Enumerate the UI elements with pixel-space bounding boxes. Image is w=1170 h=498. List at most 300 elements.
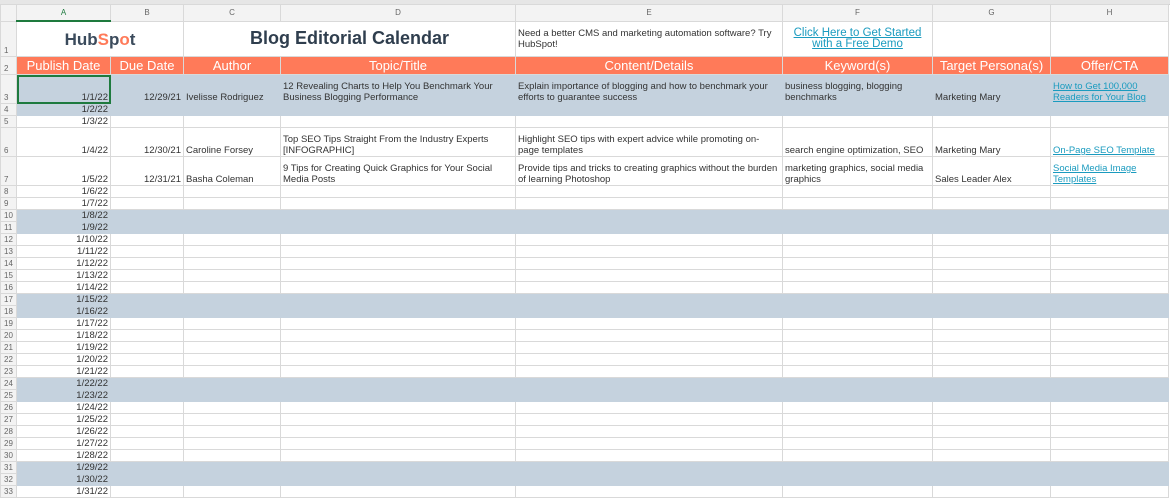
author-cell[interactable]: Ivelisse Rodriguez — [184, 75, 281, 104]
publish-date-cell[interactable]: 1/27/22 — [17, 438, 111, 450]
offer-cell[interactable] — [1051, 246, 1169, 258]
row-header[interactable]: 23 — [1, 366, 17, 378]
publish-date-cell[interactable]: 1/16/22 — [17, 306, 111, 318]
topic-cell[interactable] — [281, 246, 516, 258]
publish-date-cell[interactable]: 1/7/22 — [17, 198, 111, 210]
topic-cell[interactable] — [281, 450, 516, 462]
keywords-cell[interactable] — [783, 116, 933, 128]
offer-cell[interactable] — [1051, 104, 1169, 116]
content-cell[interactable] — [516, 438, 783, 450]
persona-cell[interactable] — [933, 366, 1051, 378]
offer-cell[interactable] — [1051, 378, 1169, 390]
topic-cell[interactable] — [281, 294, 516, 306]
publish-date-cell[interactable]: 1/26/22 — [17, 426, 111, 438]
keywords-cell[interactable] — [783, 486, 933, 498]
due-date-cell[interactable] — [111, 246, 184, 258]
offer-cell[interactable] — [1051, 342, 1169, 354]
persona-cell[interactable]: Sales Leader Alex — [933, 157, 1051, 186]
persona-cell[interactable] — [933, 354, 1051, 366]
author-cell[interactable] — [184, 402, 281, 414]
row-header[interactable]: 12 — [1, 234, 17, 246]
offer-cell[interactable] — [1051, 234, 1169, 246]
due-date-cell[interactable]: 12/31/21 — [111, 157, 184, 186]
offer-cell[interactable] — [1051, 486, 1169, 498]
topic-cell[interactable] — [281, 270, 516, 282]
due-date-cell[interactable] — [111, 186, 184, 198]
heading-content[interactable]: Content/Details — [516, 57, 783, 75]
publish-date-cell[interactable]: 1/28/22 — [17, 450, 111, 462]
content-cell[interactable]: Provide tips and tricks to creating graphics without the burden of learning Photoshop — [516, 157, 783, 186]
content-cell[interactable] — [516, 486, 783, 498]
content-cell[interactable] — [516, 462, 783, 474]
publish-date-cell[interactable]: 1/31/22 — [17, 486, 111, 498]
content-cell[interactable] — [516, 294, 783, 306]
topic-cell[interactable] — [281, 116, 516, 128]
keywords-cell[interactable] — [783, 222, 933, 234]
keywords-cell[interactable] — [783, 426, 933, 438]
author-cell[interactable]: Caroline Forsey — [184, 128, 281, 157]
content-cell[interactable] — [516, 474, 783, 486]
topic-cell[interactable]: 12 Revealing Charts to Help You Benchmark Your Business Blogging Performance — [281, 75, 516, 104]
row-header[interactable]: 1 — [1, 21, 17, 57]
row-header[interactable]: 4 — [1, 104, 17, 116]
persona-cell[interactable] — [933, 258, 1051, 270]
content-cell[interactable] — [516, 210, 783, 222]
persona-cell[interactable] — [933, 198, 1051, 210]
author-cell[interactable] — [184, 282, 281, 294]
content-cell[interactable] — [516, 366, 783, 378]
due-date-cell[interactable] — [111, 104, 184, 116]
due-date-cell[interactable] — [111, 426, 184, 438]
column-header-b[interactable]: B — [111, 5, 184, 22]
due-date-cell[interactable] — [111, 282, 184, 294]
column-header-e[interactable]: E — [516, 5, 783, 22]
due-date-cell[interactable] — [111, 306, 184, 318]
offer-cell[interactable] — [1051, 306, 1169, 318]
due-date-cell[interactable] — [111, 258, 184, 270]
offer-cell[interactable] — [1051, 75, 1169, 104]
content-cell[interactable] — [516, 318, 783, 330]
publish-date-cell[interactable]: 1/25/22 — [17, 414, 111, 426]
persona-cell[interactable] — [933, 426, 1051, 438]
publish-date-cell[interactable]: 1/20/22 — [17, 354, 111, 366]
author-cell[interactable] — [184, 270, 281, 282]
topic-cell[interactable] — [281, 282, 516, 294]
persona-cell[interactable] — [933, 104, 1051, 116]
topic-cell[interactable] — [281, 186, 516, 198]
content-cell[interactable] — [516, 270, 783, 282]
keywords-cell[interactable] — [783, 330, 933, 342]
persona-cell[interactable] — [933, 474, 1051, 486]
author-cell[interactable] — [184, 246, 281, 258]
offer-cell[interactable] — [1051, 157, 1169, 186]
persona-cell[interactable] — [933, 378, 1051, 390]
offer-link[interactable]: How to Get 100,000 Readers for Your Blog — [1053, 81, 1146, 103]
keywords-cell[interactable] — [783, 354, 933, 366]
row-header[interactable]: 19 — [1, 318, 17, 330]
content-cell[interactable] — [516, 186, 783, 198]
topic-cell[interactable] — [281, 104, 516, 116]
offer-link[interactable]: Social Media Image Templates — [1053, 163, 1137, 185]
offer-cell[interactable] — [1051, 330, 1169, 342]
due-date-cell[interactable]: 12/30/21 — [111, 128, 184, 157]
persona-cell[interactable] — [933, 450, 1051, 462]
column-header-h[interactable]: H — [1051, 5, 1169, 22]
publish-date-cell[interactable]: 1/29/22 — [17, 462, 111, 474]
row-header[interactable]: 32 — [1, 474, 17, 486]
row-header[interactable]: 18 — [1, 306, 17, 318]
persona-cell[interactable] — [933, 402, 1051, 414]
author-cell[interactable] — [184, 450, 281, 462]
content-cell[interactable] — [516, 390, 783, 402]
author-cell[interactable] — [184, 486, 281, 498]
offer-cell[interactable] — [1051, 390, 1169, 402]
row-header[interactable]: 6 — [1, 128, 17, 157]
offer-cell[interactable] — [1051, 318, 1169, 330]
row-header[interactable]: 13 — [1, 246, 17, 258]
keywords-cell[interactable] — [783, 186, 933, 198]
publish-date-cell[interactable]: 1/21/22 — [17, 366, 111, 378]
keywords-cell[interactable] — [783, 104, 933, 116]
publish-date-cell[interactable]: 1/9/22 — [17, 222, 111, 234]
publish-date-cell[interactable]: 1/12/22 — [17, 258, 111, 270]
content-cell[interactable] — [516, 306, 783, 318]
column-header-a[interactable]: A — [17, 5, 111, 22]
topic-cell[interactable] — [281, 354, 516, 366]
persona-cell[interactable] — [933, 210, 1051, 222]
topic-cell[interactable] — [281, 306, 516, 318]
keywords-cell[interactable] — [783, 390, 933, 402]
author-cell[interactable] — [184, 318, 281, 330]
offer-cell[interactable] — [1051, 222, 1169, 234]
content-cell[interactable] — [516, 234, 783, 246]
publish-date-cell[interactable]: 1/22/22 — [17, 378, 111, 390]
persona-cell[interactable] — [933, 462, 1051, 474]
keywords-cell[interactable] — [783, 270, 933, 282]
author-cell[interactable] — [184, 330, 281, 342]
row-header[interactable]: 15 — [1, 270, 17, 282]
select-all-corner[interactable] — [1, 5, 17, 22]
content-cell[interactable]: Explain importance of blogging and how to benchmark your efforts to guarantee success — [516, 75, 783, 104]
persona-cell[interactable] — [933, 318, 1051, 330]
offer-cell[interactable] — [1051, 426, 1169, 438]
offer-cell[interactable] — [1051, 450, 1169, 462]
row-header[interactable]: 9 — [1, 198, 17, 210]
keywords-cell[interactable] — [783, 246, 933, 258]
persona-cell[interactable] — [933, 116, 1051, 128]
topic-cell[interactable] — [281, 426, 516, 438]
column-header-c[interactable]: C — [184, 5, 281, 22]
publish-date-cell[interactable]: 1/19/22 — [17, 342, 111, 354]
row-header[interactable]: 17 — [1, 294, 17, 306]
keywords-cell[interactable] — [783, 282, 933, 294]
due-date-cell[interactable] — [111, 414, 184, 426]
due-date-cell[interactable] — [111, 330, 184, 342]
keywords-cell[interactable] — [783, 306, 933, 318]
row-header[interactable]: 3 — [1, 75, 17, 104]
topic-cell[interactable] — [281, 366, 516, 378]
topic-cell[interactable] — [281, 402, 516, 414]
due-date-cell[interactable]: 12/29/21 — [111, 75, 184, 104]
persona-cell[interactable] — [933, 294, 1051, 306]
offer-cell[interactable] — [1051, 294, 1169, 306]
content-cell[interactable] — [516, 282, 783, 294]
due-date-cell[interactable] — [111, 294, 184, 306]
persona-cell[interactable]: Marketing Mary — [933, 75, 1051, 104]
author-cell[interactable] — [184, 116, 281, 128]
author-cell[interactable] — [184, 258, 281, 270]
topic-cell[interactable]: Top SEO Tips Straight From the Industry Experts [INFOGRAPHIC] — [281, 128, 516, 157]
topic-cell[interactable] — [281, 486, 516, 498]
row-header[interactable]: 2 — [1, 57, 17, 75]
content-cell[interactable] — [516, 402, 783, 414]
due-date-cell[interactable] — [111, 222, 184, 234]
publish-date-cell[interactable]: 1/30/22 — [17, 474, 111, 486]
heading-author[interactable]: Author — [184, 57, 281, 75]
publish-date-cell[interactable]: 1/10/22 — [17, 234, 111, 246]
row-header[interactable]: 29 — [1, 438, 17, 450]
keywords-cell[interactable] — [783, 234, 933, 246]
keywords-cell[interactable] — [783, 258, 933, 270]
due-date-cell[interactable] — [111, 116, 184, 128]
content-cell[interactable] — [516, 258, 783, 270]
keywords-cell[interactable] — [783, 450, 933, 462]
author-cell[interactable] — [184, 366, 281, 378]
author-cell[interactable] — [184, 462, 281, 474]
content-cell[interactable]: Highlight SEO tips with expert advice while promoting on-page templates — [516, 128, 783, 157]
row-header[interactable]: 24 — [1, 378, 17, 390]
persona-cell[interactable] — [933, 330, 1051, 342]
persona-cell[interactable] — [933, 234, 1051, 246]
offer-cell[interactable] — [1051, 210, 1169, 222]
due-date-cell[interactable] — [111, 390, 184, 402]
publish-date-cell[interactable]: 1/15/22 — [17, 294, 111, 306]
row-header[interactable]: 14 — [1, 258, 17, 270]
row-header[interactable]: 5 — [1, 116, 17, 128]
row-header[interactable]: 26 — [1, 402, 17, 414]
author-cell[interactable] — [184, 390, 281, 402]
free-demo-link[interactable] — [783, 21, 933, 57]
author-cell[interactable] — [184, 354, 281, 366]
publish-date-cell[interactable]: 1/5/22 — [17, 157, 111, 186]
content-cell[interactable] — [516, 426, 783, 438]
author-cell[interactable] — [184, 198, 281, 210]
persona-cell[interactable] — [933, 306, 1051, 318]
heading-keywords[interactable]: Keyword(s) — [783, 57, 933, 75]
persona-cell[interactable] — [933, 486, 1051, 498]
offer-cell[interactable] — [1051, 402, 1169, 414]
due-date-cell[interactable] — [111, 462, 184, 474]
topic-cell[interactable] — [281, 258, 516, 270]
column-header-f[interactable]: F — [783, 5, 933, 22]
keywords-cell[interactable]: marketing graphics, social media graphics — [783, 157, 933, 186]
topic-cell[interactable] — [281, 462, 516, 474]
offer-cell[interactable] — [1051, 270, 1169, 282]
author-cell[interactable] — [184, 426, 281, 438]
content-cell[interactable] — [516, 246, 783, 258]
topic-cell[interactable] — [281, 342, 516, 354]
offer-cell[interactable] — [1051, 186, 1169, 198]
heading-topic[interactable]: Topic/Title — [281, 57, 516, 75]
keywords-cell[interactable]: business blogging, blogging benchmarks — [783, 75, 933, 104]
column-header-g[interactable]: G — [933, 5, 1051, 22]
author-cell[interactable] — [184, 210, 281, 222]
row-header[interactable]: 7 — [1, 157, 17, 186]
due-date-cell[interactable] — [111, 486, 184, 498]
offer-cell[interactable] — [1051, 116, 1169, 128]
content-cell[interactable] — [516, 116, 783, 128]
keywords-cell[interactable] — [783, 402, 933, 414]
offer-cell[interactable] — [1051, 128, 1169, 157]
due-date-cell[interactable] — [111, 438, 184, 450]
publish-date-cell[interactable]: 1/23/22 — [17, 390, 111, 402]
spreadsheet-grid[interactable] — [0, 4, 1169, 498]
topic-cell[interactable] — [281, 474, 516, 486]
publish-date-cell[interactable]: 1/3/22 — [17, 116, 111, 128]
due-date-cell[interactable] — [111, 342, 184, 354]
publish-date-cell[interactable]: 1/4/22 — [17, 128, 111, 157]
content-cell[interactable] — [516, 330, 783, 342]
persona-cell[interactable] — [933, 342, 1051, 354]
offer-cell[interactable] — [1051, 438, 1169, 450]
row-header[interactable]: 21 — [1, 342, 17, 354]
topic-cell[interactable] — [281, 198, 516, 210]
content-cell[interactable] — [516, 222, 783, 234]
content-cell[interactable] — [516, 378, 783, 390]
row-header[interactable]: 27 — [1, 414, 17, 426]
topic-cell[interactable] — [281, 234, 516, 246]
publish-date-cell[interactable]: 1/11/22 — [17, 246, 111, 258]
free-demo-link-text[interactable]: Click Here to Get Started with a Free Demo — [793, 26, 922, 50]
publish-date-cell[interactable]: 1/13/22 — [17, 270, 111, 282]
offer-cell[interactable] — [1051, 414, 1169, 426]
keywords-cell[interactable] — [783, 462, 933, 474]
row-header[interactable]: 31 — [1, 462, 17, 474]
keywords-cell[interactable]: search engine optimization, SEO — [783, 128, 933, 157]
row-header[interactable]: 20 — [1, 330, 17, 342]
due-date-cell[interactable] — [111, 234, 184, 246]
offer-link[interactable]: On-Page SEO Template — [1053, 145, 1155, 156]
author-cell[interactable] — [184, 438, 281, 450]
publish-date-cell[interactable]: 1/1/22 — [17, 75, 111, 104]
persona-cell[interactable] — [933, 438, 1051, 450]
keywords-cell[interactable] — [783, 366, 933, 378]
due-date-cell[interactable] — [111, 402, 184, 414]
due-date-cell[interactable] — [111, 378, 184, 390]
offer-cell[interactable] — [1051, 198, 1169, 210]
due-date-cell[interactable] — [111, 474, 184, 486]
publish-date-cell[interactable]: 1/24/22 — [17, 402, 111, 414]
due-date-cell[interactable] — [111, 366, 184, 378]
publish-date-cell[interactable]: 1/8/22 — [17, 210, 111, 222]
heading-offer[interactable]: Offer/CTA — [1051, 57, 1169, 75]
keywords-cell[interactable] — [783, 318, 933, 330]
author-cell[interactable] — [184, 414, 281, 426]
persona-cell[interactable] — [933, 414, 1051, 426]
topic-cell[interactable] — [281, 438, 516, 450]
publish-date-cell[interactable]: 1/6/22 — [17, 186, 111, 198]
offer-cell[interactable] — [1051, 258, 1169, 270]
author-cell[interactable] — [184, 186, 281, 198]
persona-cell[interactable] — [933, 270, 1051, 282]
row-header[interactable]: 8 — [1, 186, 17, 198]
keywords-cell[interactable] — [783, 210, 933, 222]
topic-cell[interactable] — [281, 210, 516, 222]
heading-publish-date[interactable]: Publish Date — [17, 57, 111, 75]
promo-text[interactable]: Need a better CMS and marketing automation software? Try HubSpot! — [516, 21, 783, 57]
persona-cell[interactable] — [933, 222, 1051, 234]
due-date-cell[interactable] — [111, 198, 184, 210]
publish-date-cell[interactable]: 1/17/22 — [17, 318, 111, 330]
content-cell[interactable] — [516, 414, 783, 426]
author-cell[interactable] — [184, 306, 281, 318]
author-cell[interactable] — [184, 342, 281, 354]
author-cell[interactable] — [184, 474, 281, 486]
persona-cell[interactable] — [933, 186, 1051, 198]
cell[interactable] — [1051, 21, 1169, 57]
persona-cell[interactable]: Marketing Mary — [933, 128, 1051, 157]
content-cell[interactable] — [516, 354, 783, 366]
row-header[interactable]: 16 — [1, 282, 17, 294]
keywords-cell[interactable] — [783, 198, 933, 210]
topic-cell[interactable] — [281, 222, 516, 234]
heading-due-date[interactable]: Due Date — [111, 57, 184, 75]
content-cell[interactable] — [516, 104, 783, 116]
keywords-cell[interactable] — [783, 438, 933, 450]
due-date-cell[interactable] — [111, 210, 184, 222]
column-header-d[interactable]: D — [281, 5, 516, 22]
publish-date-cell[interactable]: 1/2/22 — [17, 104, 111, 116]
content-cell[interactable] — [516, 342, 783, 354]
offer-cell[interactable] — [1051, 462, 1169, 474]
cell[interactable] — [933, 21, 1051, 57]
due-date-cell[interactable] — [111, 270, 184, 282]
due-date-cell[interactable] — [111, 450, 184, 462]
row-header[interactable]: 28 — [1, 426, 17, 438]
publish-date-cell[interactable]: 1/14/22 — [17, 282, 111, 294]
persona-cell[interactable] — [933, 246, 1051, 258]
author-cell[interactable] — [184, 234, 281, 246]
keywords-cell[interactable] — [783, 294, 933, 306]
author-cell[interactable]: Basha Coleman — [184, 157, 281, 186]
content-cell[interactable] — [516, 198, 783, 210]
row-header[interactable]: 30 — [1, 450, 17, 462]
author-cell[interactable] — [184, 222, 281, 234]
heading-persona[interactable]: Target Persona(s) — [933, 57, 1051, 75]
author-cell[interactable] — [184, 294, 281, 306]
row-header[interactable]: 11 — [1, 222, 17, 234]
persona-cell[interactable] — [933, 282, 1051, 294]
due-date-cell[interactable] — [111, 318, 184, 330]
offer-cell[interactable] — [1051, 474, 1169, 486]
offer-cell[interactable] — [1051, 282, 1169, 294]
author-cell[interactable] — [184, 104, 281, 116]
topic-cell[interactable] — [281, 390, 516, 402]
keywords-cell[interactable] — [783, 414, 933, 426]
row-header[interactable]: 22 — [1, 354, 17, 366]
keywords-cell[interactable] — [783, 378, 933, 390]
keywords-cell[interactable] — [783, 342, 933, 354]
publish-date-cell[interactable]: 1/18/22 — [17, 330, 111, 342]
topic-cell[interactable]: 9 Tips for Creating Quick Graphics for Your Social Media Posts — [281, 157, 516, 186]
author-cell[interactable] — [184, 378, 281, 390]
topic-cell[interactable] — [281, 318, 516, 330]
topic-cell[interactable] — [281, 414, 516, 426]
topic-cell[interactable] — [281, 330, 516, 342]
topic-cell[interactable] — [281, 378, 516, 390]
due-date-cell[interactable] — [111, 354, 184, 366]
offer-cell[interactable] — [1051, 366, 1169, 378]
